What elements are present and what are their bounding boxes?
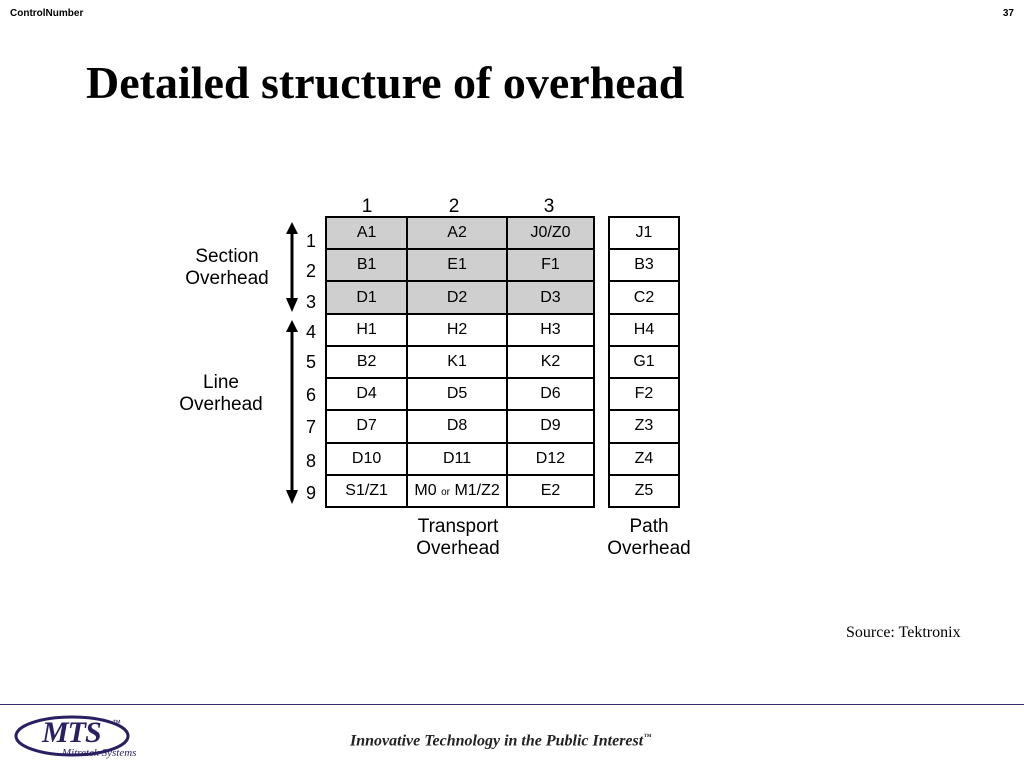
- path-overhead-label: [594, 516, 704, 560]
- byte-cell-e1: E1: [407, 249, 507, 281]
- path-overhead-label-line2: Overhead: [607, 538, 691, 559]
- row-number-3: 3: [305, 292, 316, 312]
- byte-cell-k1: K1: [407, 346, 507, 378]
- table-row: [609, 378, 679, 410]
- byte-cell-or: or: [441, 486, 450, 498]
- section-overhead-label-line1: Section: [195, 246, 259, 267]
- table-row: [326, 314, 594, 346]
- row-number-2: 2: [305, 261, 316, 281]
- line-overhead-label-line2: Overhead: [179, 394, 263, 415]
- byte-cell-d1: D1: [326, 281, 407, 313]
- table-row: [609, 217, 679, 249]
- byte-cell-e2: E2: [507, 475, 594, 507]
- line-overhead-label: [166, 372, 276, 416]
- table-row: [326, 378, 594, 410]
- logo-subtitle: Mitretek Systems: [62, 747, 137, 759]
- byte-cell-b1: B1: [326, 249, 407, 281]
- footer-tagline: [350, 732, 651, 750]
- source-credit: Source: Tektronix: [846, 624, 961, 641]
- row-number-5: 5: [305, 352, 316, 372]
- byte-cell-c2: C2: [609, 281, 679, 313]
- byte-cell-m0-m1-z2: [407, 475, 507, 507]
- byte-cell-d11: D11: [407, 443, 507, 475]
- table-row: [326, 475, 594, 507]
- line-overhead-arrow-icon: [286, 320, 298, 504]
- table-row: [609, 410, 679, 442]
- table-row: [326, 217, 594, 249]
- path-overhead-label-line1: Path: [629, 516, 669, 537]
- byte-cell-b2: B2: [326, 346, 407, 378]
- table-row: [326, 346, 594, 378]
- row-number-1: 1: [305, 231, 316, 251]
- logo-trademark: ™: [112, 718, 121, 728]
- byte-cell-g1: G1: [609, 346, 679, 378]
- control-number: ControlNumber: [10, 8, 84, 19]
- byte-cell-d8: D8: [407, 410, 507, 442]
- byte-cell-h2: H2: [407, 314, 507, 346]
- table-row: [326, 249, 594, 281]
- byte-cell-b3: B3: [609, 249, 679, 281]
- byte-cell-h4: H4: [609, 314, 679, 346]
- table-row: [609, 249, 679, 281]
- transport-overhead-grid: [325, 216, 595, 508]
- column-number-2: 2: [448, 196, 460, 217]
- byte-cell-z3: Z3: [609, 410, 679, 442]
- row-number-6: 6: [305, 385, 316, 405]
- table-row: [609, 475, 679, 507]
- section-overhead-arrow-icon: [286, 222, 298, 312]
- path-overhead-grid: [608, 216, 680, 508]
- byte-cell-d3: D3: [507, 281, 594, 313]
- byte-cell-m0: M0: [414, 481, 437, 499]
- byte-cell-d4: D4: [326, 378, 407, 410]
- row-number-9: 9: [305, 483, 316, 503]
- byte-cell-d7: D7: [326, 410, 407, 442]
- footer-tagline-trademark: ™: [643, 732, 652, 741]
- byte-cell-f2: F2: [609, 378, 679, 410]
- row-number-4: 4: [305, 322, 316, 342]
- table-row: [326, 410, 594, 442]
- byte-cell-j0-z0: J0/Z0: [507, 217, 594, 249]
- table-row: [609, 314, 679, 346]
- logo-text: MTS: [42, 716, 101, 749]
- byte-cell-j1: J1: [609, 217, 679, 249]
- transport-overhead-label-line1: Transport: [417, 516, 499, 537]
- byte-cell-z4: Z4: [609, 443, 679, 475]
- line-overhead-label-line1: Line: [203, 372, 239, 393]
- transport-overhead-label-line2: Overhead: [416, 538, 500, 559]
- row-number-8: 8: [305, 451, 316, 471]
- byte-cell-d2: D2: [407, 281, 507, 313]
- table-row: [609, 281, 679, 313]
- byte-cell-k2: K2: [507, 346, 594, 378]
- byte-cell-d6: D6: [507, 378, 594, 410]
- byte-cell-h3: H3: [507, 314, 594, 346]
- section-overhead-label: [172, 246, 282, 290]
- byte-cell-d9: D9: [507, 410, 594, 442]
- byte-cell-s1-z1: S1/Z1: [326, 475, 407, 507]
- byte-cell-m1-z2: M1/Z2: [454, 481, 500, 499]
- footer-divider: [0, 704, 1024, 705]
- section-overhead-label-line2: Overhead: [185, 268, 269, 289]
- byte-cell-h1: H1: [326, 314, 407, 346]
- byte-cell-f1: F1: [507, 249, 594, 281]
- slide-title: Detailed structure of overhead: [86, 57, 685, 108]
- table-row: [609, 443, 679, 475]
- column-number-1: 1: [361, 196, 373, 217]
- footer-tagline-text: Innovative Technology in the Public Interest: [350, 732, 644, 750]
- column-number-3: 3: [543, 196, 555, 217]
- page-number: 37: [1002, 8, 1014, 19]
- table-row: [609, 346, 679, 378]
- byte-cell-d10: D10: [326, 443, 407, 475]
- byte-cell-z5: Z5: [609, 475, 679, 507]
- byte-cell-d12: D12: [507, 443, 594, 475]
- table-row: [326, 281, 594, 313]
- byte-cell-a2: A2: [407, 217, 507, 249]
- byte-cell-a1: A1: [326, 217, 407, 249]
- table-row: [326, 443, 594, 475]
- byte-cell-d5: D5: [407, 378, 507, 410]
- transport-overhead-label: [398, 516, 518, 560]
- row-number-7: 7: [305, 417, 316, 437]
- mts-logo: [14, 712, 164, 762]
